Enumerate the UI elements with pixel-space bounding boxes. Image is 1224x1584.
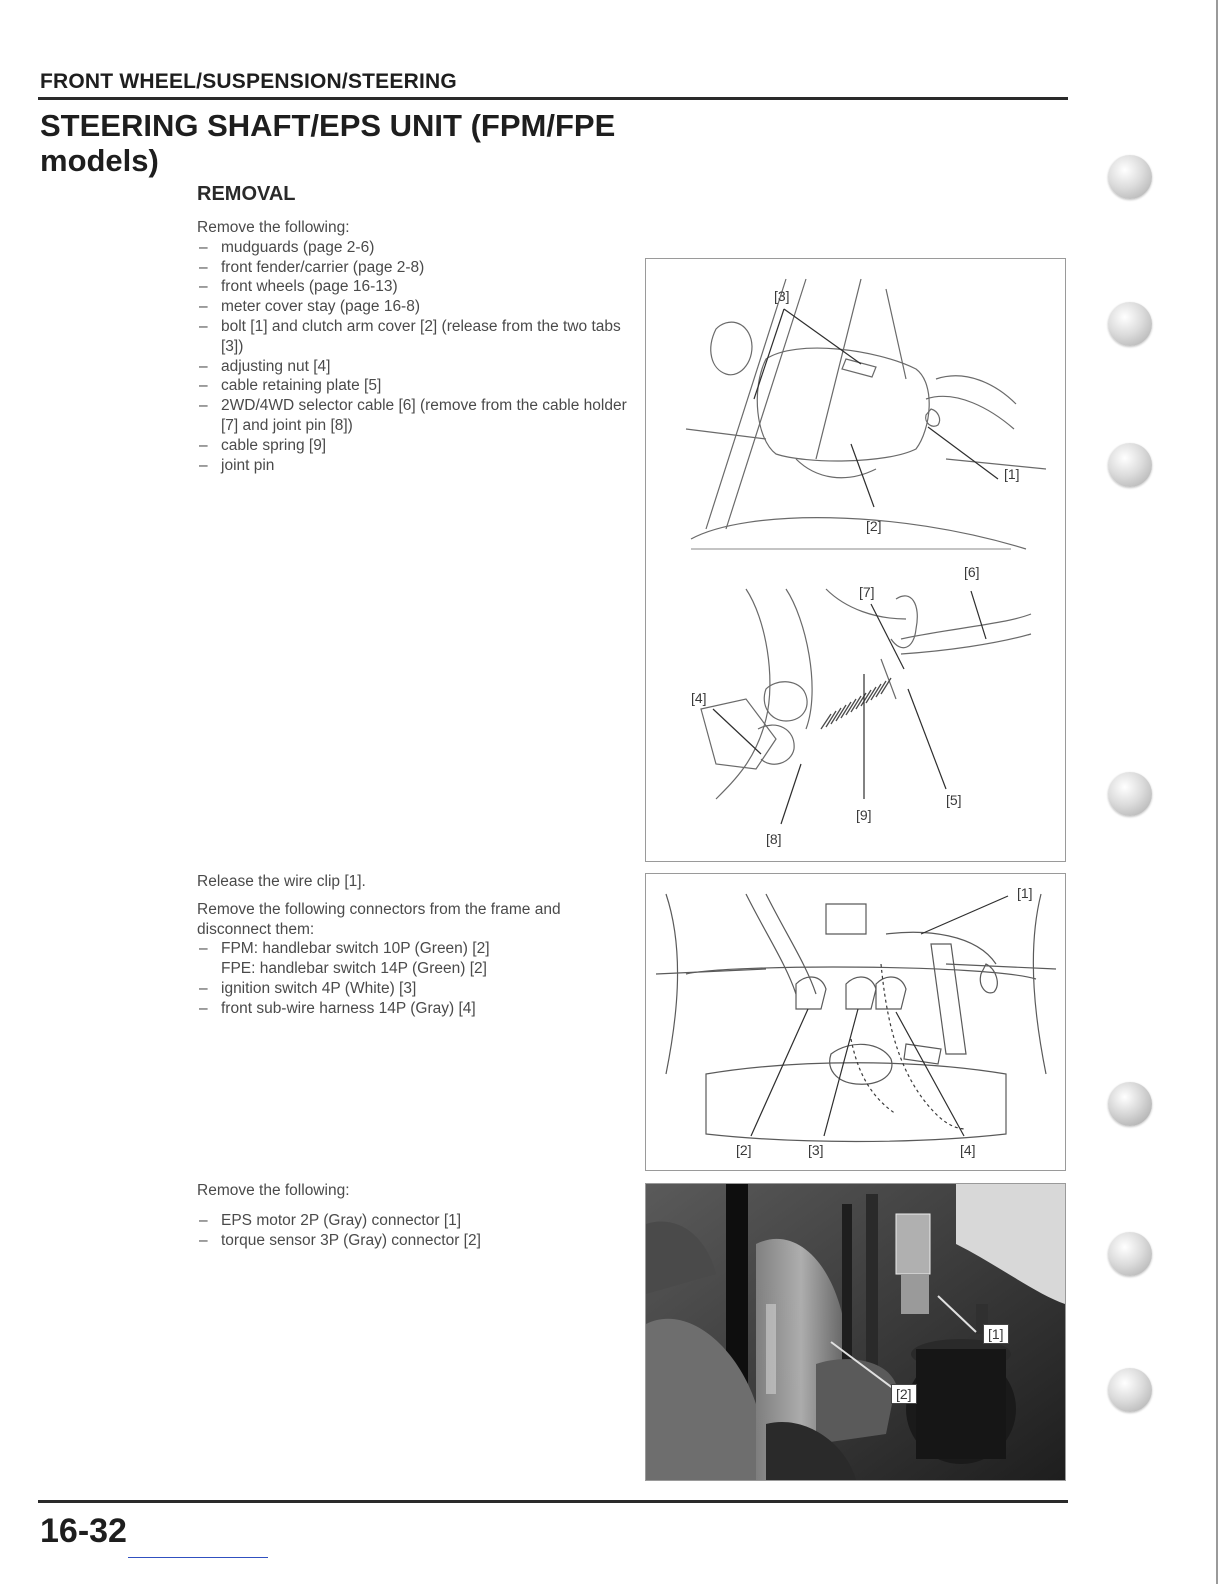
removal-intro: Remove the following: bbox=[197, 219, 350, 236]
callout-9: [9] bbox=[856, 807, 872, 823]
list-item: – joint pin bbox=[197, 456, 637, 476]
figure-connectors bbox=[645, 873, 1066, 1171]
callout-8: [8] bbox=[766, 831, 782, 847]
callout-1: [1] bbox=[1017, 885, 1033, 901]
list-item: – cable spring [9] bbox=[197, 436, 637, 456]
tab-marker bbox=[1108, 155, 1152, 199]
section-header: FRONT WHEEL/SUSPENSION/STEERING bbox=[40, 70, 457, 93]
callout-2: [2] bbox=[736, 1142, 752, 1158]
tab-marker bbox=[1108, 1232, 1152, 1276]
page-title: STEERING SHAFT/EPS UNIT (FPM/FPE models) bbox=[40, 108, 616, 178]
wire-step-2: Remove the following connectors from the frame and disconnect them: bbox=[197, 900, 561, 938]
footer-rule bbox=[38, 1500, 1068, 1503]
callout-1: [1] bbox=[983, 1324, 1009, 1344]
illustration-connectors bbox=[646, 874, 1065, 1170]
removal-heading: REMOVAL bbox=[197, 183, 296, 205]
eps-block bbox=[197, 1181, 637, 1250]
list-item: – front wheels (page 16-13) bbox=[197, 277, 637, 297]
list-item: – mudguards (page 2-6) bbox=[197, 238, 637, 258]
callout-3: [3] bbox=[774, 288, 790, 304]
connector-list bbox=[197, 939, 637, 1018]
list-item: – adjusting nut [4] bbox=[197, 357, 637, 377]
footer-link-underline bbox=[128, 1557, 268, 1558]
tab-marker bbox=[1108, 443, 1152, 487]
wire-block bbox=[197, 872, 637, 1019]
callout-3: [3] bbox=[808, 1142, 824, 1158]
figure-clutch-arm-cover bbox=[645, 258, 1066, 862]
list-item: – 2WD/4WD selector cable [6] (remove from the cable holder [7] and joint pin [8]) bbox=[197, 396, 637, 436]
header-rule bbox=[38, 97, 1068, 100]
callout-6: [6] bbox=[964, 564, 980, 580]
wire-step-1: Release the wire clip [1]. bbox=[197, 873, 366, 890]
callout-1: [1] bbox=[1004, 466, 1020, 482]
callout-4: [4] bbox=[960, 1142, 976, 1158]
callout-2: [2] bbox=[866, 518, 882, 534]
callout-4: [4] bbox=[691, 690, 707, 706]
page-edge bbox=[1216, 0, 1218, 1584]
list-item: – ignition switch 4P (White) [3] bbox=[197, 979, 637, 999]
removal-list bbox=[197, 238, 637, 476]
list-item: – bolt [1] and clutch arm cover [2] (release from the two tabs [3]) bbox=[197, 317, 637, 357]
fpe-line: FPE: handlebar switch 14P (Green) [2] bbox=[221, 960, 487, 978]
list-item bbox=[197, 939, 637, 979]
tab-marker bbox=[1108, 1082, 1152, 1126]
tab-marker bbox=[1108, 1368, 1152, 1412]
removal-block bbox=[197, 218, 637, 475]
figure-eps-photo bbox=[645, 1183, 1066, 1481]
callout-7: [7] bbox=[859, 584, 875, 600]
callout-2: [2] bbox=[891, 1384, 917, 1404]
eps-intro: Remove the following: bbox=[197, 1182, 350, 1199]
tab-marker bbox=[1108, 772, 1152, 816]
list-item: – EPS motor 2P (Gray) connector [1] bbox=[197, 1211, 637, 1231]
list-item: – meter cover stay (page 16-8) bbox=[197, 297, 637, 317]
callout-5: [5] bbox=[946, 792, 962, 808]
tab-marker bbox=[1108, 302, 1152, 346]
illustration-clutch-arm bbox=[646, 259, 1065, 861]
eps-list bbox=[197, 1211, 637, 1251]
fpm-line: FPM: handlebar switch 10P (Green) [2] bbox=[221, 940, 490, 958]
list-item: – torque sensor 3P (Gray) connector [2] bbox=[197, 1231, 637, 1251]
list-item: – front fender/carrier (page 2-8) bbox=[197, 258, 637, 278]
list-item: – cable retaining plate [5] bbox=[197, 376, 637, 396]
list-item: – front sub-wire harness 14P (Gray) [4] bbox=[197, 999, 637, 1019]
page-number: 16-32 bbox=[40, 1512, 127, 1550]
